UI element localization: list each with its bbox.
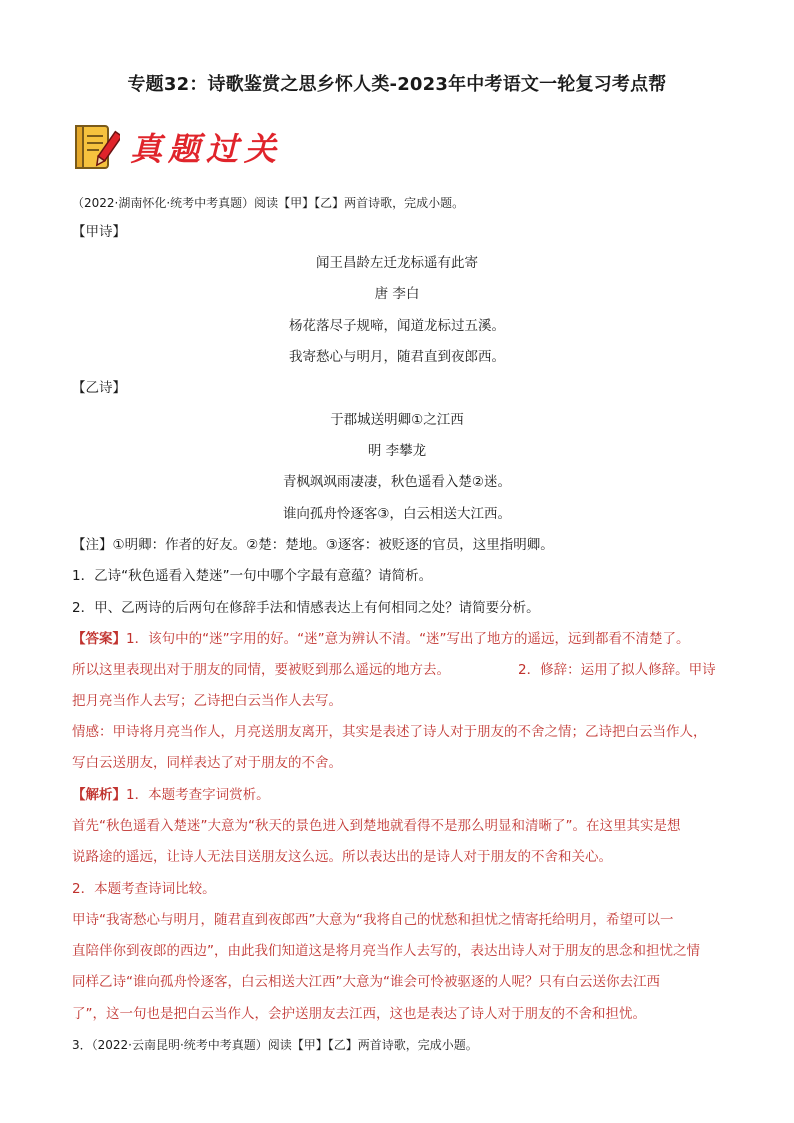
answer-text: 2．修辞：运用了拟人修辞。甲诗 — [518, 662, 716, 678]
analysis-text: 大意为 — [207, 818, 248, 834]
analysis-line — [72, 785, 270, 805]
page-title: 专题32：诗歌鉴赏之思乡怀人类-2023年中考语文一轮复习考点帮 — [127, 74, 667, 95]
answer-text: 把月亮当作人去写；乙诗把白云当作人去写。 — [72, 693, 342, 709]
analysis-text: 首先 — [72, 818, 99, 834]
analysis-text: 甲诗“我寄愁心与明月，随君直到夜郎西”大意为“我将自己的忧愁和担忧之情寄托给明月，希望可以一 — [72, 912, 674, 928]
sub-question: 2．甲、乙两诗的后两句在修辞手法和情感表达上有何相同之处？请简要分析。 — [72, 600, 540, 616]
banner-text: 真题过关 — [130, 130, 283, 168]
answer-text: 情感：甲诗将月亮当作人，月亮送朋友离开，其实是表述了诗人对于朋友的不舍之情；乙诗把白云当作人， — [72, 724, 707, 740]
answer-text: 1．该句中的“迷”字用的好。“迷”意为辨认不清。“迷”写出了地方的遥远，远到都看不清楚了。 — [126, 631, 690, 647]
sub-question: 1．乙诗“秋色遥看入楚迷”一句中哪个字最有意蕴？请简析。 — [72, 568, 433, 584]
poem-a-label: 【甲诗】 — [72, 224, 126, 240]
section-banner — [72, 120, 332, 174]
analysis-text: 直陪伴你到夜郎的西边”，由此我们知道这是将月亮当作人去写的，表达出诗人对于朋友的思念和担忧之情 — [72, 943, 700, 959]
question-source: 3．（2022·云南昆明·统考中考真题）阅读【甲】【乙】两首诗歌，完成小题。 — [72, 1038, 478, 1052]
analysis-quote: “秋色遥看入楚迷” — [99, 818, 208, 834]
poem-a-line: 杨花落尽子规啼，闻道龙标过五溪。 — [289, 318, 505, 334]
poem-b-line: 谁向孤舟怜逐客③，白云相送大江西。 — [282, 506, 512, 522]
notebook-pencil-icon — [72, 122, 120, 172]
question-source: （2022·湖南怀化·统考中考真题）阅读【甲】【乙】两首诗歌，完成小题。 — [72, 196, 465, 210]
analysis-text: 了”，这一句也是把白云当作人，会护送朋友去江西，这也是表达了诗人对于朋友的不舍和担忧。 — [72, 1006, 646, 1022]
analysis-text: 。在这里其实是想 — [572, 818, 681, 834]
analysis-text: 2．本题考查诗词比较。 — [72, 881, 216, 897]
poem-a-title: 闻王昌龄左迁龙标遥有此寄 — [316, 255, 478, 271]
analysis-text: 同样乙诗“谁向孤舟怜逐客，白云相送大江西”大意为“谁会可怜被驱逐的人呢？只有白云送你去江西 — [72, 974, 660, 990]
analysis-text: 说路途的遥远，让诗人无法目送朋友这么远。所以表达出的是诗人对于朋友的不舍和关心。 — [72, 849, 612, 865]
poem-notes: 【注】①明卿：作者的好友。②楚：楚地。③逐客：被贬逐的官员，这里指明卿。 — [72, 537, 554, 553]
answer-label: 【答案】 — [72, 631, 126, 647]
poem-b-author: 明 李攀龙 — [367, 443, 427, 459]
analysis-text: 1．本题考查字词赏析。 — [126, 787, 270, 803]
poem-a-line: 我寄愁心与明月，随君直到夜郎西。 — [289, 349, 505, 365]
analysis-quote: “秋天的景色进入到楚地就看得不是那么明显和清晰了” — [248, 818, 573, 834]
analysis-line — [72, 816, 681, 836]
poem-b-line: 青枫飒飒雨凄凄，秋色遥看入楚②迷。 — [282, 474, 512, 490]
analysis-label: 【解析】 — [72, 787, 126, 803]
poem-a-author: 唐 李白 — [374, 286, 420, 302]
answer-line — [72, 629, 690, 649]
poem-b-label: 【乙诗】 — [72, 380, 126, 396]
poem-b-title: 于郡城送明卿①之江西 — [330, 412, 464, 428]
answer-text: 写白云送朋友，同样表达了对于朋友的不舍。 — [72, 755, 342, 771]
answer-text: 所以这里表现出对于朋友的同情，要被贬到那么遥远的地方去。 — [72, 662, 450, 678]
